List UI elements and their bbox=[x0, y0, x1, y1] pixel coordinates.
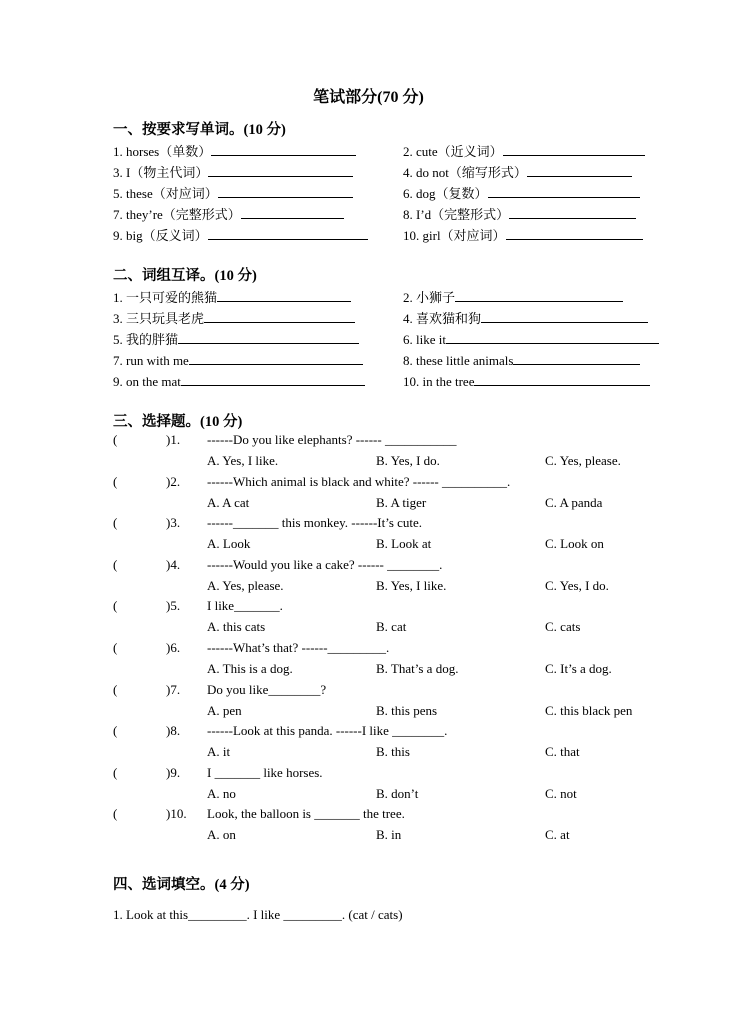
s2-item-10: 10. in the tree bbox=[403, 371, 650, 391]
option-c[interactable]: C. this black pen bbox=[545, 702, 633, 718]
page-title: 笔试部分(70 分) bbox=[313, 89, 424, 106]
question-number: )5. bbox=[166, 598, 181, 614]
s1-item-8: 8. I’d（完整形式） bbox=[403, 204, 636, 224]
question-stem: ------Look at this panda. ------I like ________. bbox=[207, 723, 448, 739]
question-number: )2. bbox=[166, 473, 181, 489]
question-stem: Do you like________? bbox=[207, 681, 327, 697]
option-c[interactable]: C. A panda bbox=[545, 494, 603, 510]
option-a[interactable]: A. Yes, I like. bbox=[207, 453, 279, 468]
option-a[interactable]: A. on bbox=[207, 827, 236, 843]
answer-blank[interactable] bbox=[481, 308, 648, 323]
s1-item-1: 1. horses（单数） bbox=[113, 141, 356, 161]
section-2-title: 二、词组互译。(10 分) bbox=[113, 268, 257, 284]
question-number: )10. bbox=[166, 806, 187, 822]
answer-blank[interactable] bbox=[513, 350, 640, 365]
answer-blank[interactable] bbox=[509, 204, 636, 219]
option-c[interactable]: C. cats bbox=[545, 619, 581, 635]
question-stem: ------_______ this monkey. ------It’s cute. bbox=[207, 515, 423, 531]
answer-blank[interactable] bbox=[208, 162, 353, 177]
answer-blank[interactable] bbox=[527, 162, 632, 177]
s2-item-1: 1. 一只可爱的熊猫 bbox=[113, 287, 351, 307]
s4-line-1: 1. Look at this_________. I like _________. (cat / cats) bbox=[113, 907, 403, 922]
option-b[interactable]: B. Yes, I like. bbox=[376, 577, 447, 593]
answer-blank[interactable] bbox=[217, 287, 351, 302]
answer-paren[interactable]: ( bbox=[113, 806, 118, 822]
s1-item-2: 2. cute（近义词） bbox=[403, 141, 645, 161]
option-b[interactable]: B. this bbox=[376, 744, 410, 760]
question-stem: ------Would you like a cake? ------ ________. bbox=[207, 556, 443, 572]
option-a[interactable]: A. Look bbox=[207, 536, 251, 552]
s2-item-9: 9. on the mat bbox=[113, 371, 365, 391]
question-stem: ------What’s that? ------_________. bbox=[207, 640, 390, 655]
option-b[interactable]: B. this pens bbox=[376, 702, 438, 718]
question-number: )4. bbox=[166, 556, 181, 572]
answer-paren[interactable]: ( bbox=[113, 473, 118, 489]
option-a[interactable]: A. it bbox=[207, 744, 231, 760]
option-c[interactable]: C. not bbox=[545, 785, 577, 801]
s1-item-4: 4. do not（缩写形式） bbox=[403, 162, 632, 182]
s2-item-3: 3. 三只玩具老虎 bbox=[113, 308, 355, 328]
answer-blank[interactable] bbox=[208, 225, 368, 240]
option-c[interactable]: C. at bbox=[545, 827, 570, 843]
answer-blank[interactable] bbox=[446, 329, 659, 344]
option-c[interactable]: C. Yes, I do. bbox=[545, 577, 609, 593]
question-number: )8. bbox=[166, 723, 181, 739]
answer-blank[interactable] bbox=[488, 183, 640, 198]
option-b[interactable]: B. That’s a dog. bbox=[376, 661, 459, 676]
option-a[interactable]: A. pen bbox=[207, 702, 242, 718]
question-number: )3. bbox=[166, 515, 181, 531]
s2-item-6: 6. like it bbox=[403, 329, 659, 349]
question-stem: I like_______. bbox=[207, 598, 283, 614]
option-a[interactable]: A. This is a dog. bbox=[207, 661, 293, 676]
section-1-title: 一、按要求写单词。(10 分) bbox=[113, 122, 286, 138]
question-number: )1. bbox=[166, 432, 181, 447]
answer-paren[interactable]: ( bbox=[113, 681, 118, 697]
answer-paren[interactable]: ( bbox=[113, 432, 118, 447]
answer-blank[interactable] bbox=[503, 141, 645, 156]
answer-paren[interactable]: ( bbox=[113, 764, 118, 780]
option-a[interactable]: A. no bbox=[207, 785, 236, 801]
answer-paren[interactable]: ( bbox=[113, 515, 118, 531]
question-stem: I _______ like horses. bbox=[207, 764, 323, 780]
option-b[interactable]: B. A tiger bbox=[376, 494, 427, 510]
answer-blank[interactable] bbox=[506, 225, 643, 240]
s2-item-2: 2. 小狮子 bbox=[403, 287, 623, 307]
option-c[interactable]: C. that bbox=[545, 744, 580, 760]
option-a[interactable]: A. Yes, please. bbox=[207, 577, 284, 593]
s2-item-8: 8. these little animals bbox=[403, 350, 640, 370]
option-c[interactable]: C. Look on bbox=[545, 536, 604, 552]
answer-blank[interactable] bbox=[178, 329, 359, 344]
s1-item-10: 10. girl（对应词） bbox=[403, 225, 643, 245]
answer-blank[interactable] bbox=[181, 371, 365, 386]
question-stem: ------Which animal is black and white? ------ __________. bbox=[207, 473, 511, 489]
s2-item-7: 7. run with me bbox=[113, 350, 363, 370]
answer-blank[interactable] bbox=[455, 287, 623, 302]
question-stem: Look, the balloon is _______ the tree. bbox=[207, 806, 405, 822]
answer-blank[interactable] bbox=[204, 308, 355, 323]
s2-item-5: 5. 我的胖猫 bbox=[113, 329, 359, 349]
section-3-title: 三、选择题。(10 分) bbox=[113, 414, 243, 430]
option-b[interactable]: B. Look at bbox=[376, 536, 432, 552]
option-b[interactable]: B. in bbox=[376, 827, 402, 843]
question-number: )6. bbox=[166, 640, 181, 655]
question-stem: ------Do you like elephants? ------ ___________ bbox=[207, 432, 457, 447]
option-b[interactable]: B. cat bbox=[376, 619, 407, 635]
option-a[interactable]: A. this cats bbox=[207, 619, 266, 635]
answer-paren[interactable]: ( bbox=[113, 598, 118, 614]
option-b[interactable]: B. don’t bbox=[376, 785, 419, 801]
section-4-title: 四、选词填空。(4 分) bbox=[113, 877, 250, 893]
s1-item-9: 9. big（反义词） bbox=[113, 225, 368, 245]
option-a[interactable]: A. A cat bbox=[207, 494, 250, 510]
answer-blank[interactable] bbox=[211, 141, 356, 156]
answer-blank[interactable] bbox=[218, 183, 353, 198]
answer-paren[interactable]: ( bbox=[113, 723, 118, 739]
s2-item-4: 4. 喜欢猫和狗 bbox=[403, 308, 648, 328]
answer-blank[interactable] bbox=[241, 204, 344, 219]
option-c[interactable]: C. Yes, please. bbox=[545, 453, 621, 468]
option-c[interactable]: C. It’s a dog. bbox=[545, 661, 612, 676]
answer-paren[interactable]: ( bbox=[113, 556, 118, 572]
question-number: )7. bbox=[166, 681, 181, 697]
s1-item-7: 7. they’re（完整形式） bbox=[113, 204, 344, 224]
question-number: )9. bbox=[166, 764, 181, 780]
s1-item-3: 3. I（物主代词） bbox=[113, 162, 353, 182]
answer-blank[interactable] bbox=[189, 350, 363, 365]
s1-item-5: 5. these（对应词） bbox=[113, 183, 353, 203]
option-b[interactable]: B. Yes, I do. bbox=[376, 453, 440, 468]
answer-paren[interactable]: ( bbox=[113, 640, 118, 655]
s1-item-6: 6. dog（复数） bbox=[403, 183, 640, 203]
answer-blank[interactable] bbox=[474, 371, 650, 386]
